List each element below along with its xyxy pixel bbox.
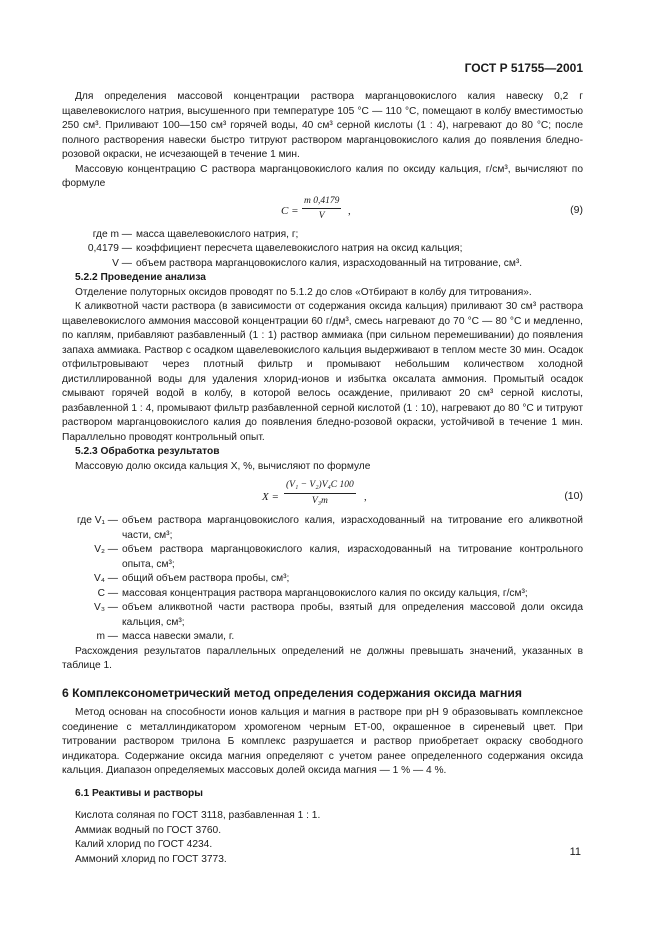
definition-symbol: С — — [97, 587, 118, 599]
equation-number: (9) — [570, 203, 583, 216]
reagent-item: Кислота соляная по ГОСТ 3118, разбавленная 1 : 1. — [75, 810, 321, 821]
paragraph: Метод основан на способности ионов кальция и магния в растворе при рН 9 образовывать комплексное соединение с металлиндикатором хромогеном черным ЕТ-00, окрашенное в сиреневый цвет. При титровании раствором трилона Б комплекс разрушается и раствор приобретает окраску свободного индикатора. Содержание оксида магния определяют с учетом ранее определенного содержания оксида кальция. Диапазон определяемых массовых долей оксида магния — 1 % — 4 %. — [62, 707, 583, 776]
paragraph: Массовую концентрацию С раствора марганцовокислого калия по оксиду кальция, г/см³, вычисляют по формуле — [62, 163, 583, 189]
definitions-list — [62, 228, 583, 272]
formula-9 — [62, 192, 583, 228]
definition-text: масса щавелевокислого натрия, г; — [136, 228, 299, 240]
reagent-item: Калий хлорид по ГОСТ 4234. — [75, 839, 213, 850]
reagent-item: Аммиак водный по ГОСТ 3760. — [75, 824, 222, 836]
formula-denominator: V₃m — [311, 495, 328, 506]
formula-10 — [62, 474, 583, 514]
definition-symbol: где V₁ — — [77, 515, 118, 526]
definition-text: масса навески эмали, г. — [122, 631, 235, 642]
definition-text: общий объем раствора пробы, см³; — [122, 573, 290, 584]
definitions-list — [62, 514, 583, 645]
definition-symbol: где m — — [92, 228, 132, 240]
formula-lhs: C = — [281, 204, 299, 217]
definition-item — [62, 630, 583, 645]
definition-text: объем аликвотной части раствора пробы, взятый для определения массовой доли оксида кальция, см³; — [122, 602, 583, 628]
document-id-header: ГОСТ Р 51755—2001 — [464, 61, 583, 75]
definition-item — [62, 572, 583, 587]
definition-symbol: V — — [112, 257, 132, 269]
formula-numerator: m 0,4179 — [302, 194, 341, 210]
definition-symbol: 0,4179 — — [87, 243, 132, 254]
page-body — [62, 90, 583, 867]
section-heading: 5.2.2 Проведение анализа — [75, 272, 206, 283]
definition-text: объем раствора марганцовокислого калия, израсходованный на титрование его аликвотной части, см³; — [122, 515, 583, 541]
formula-denominator: V — [318, 211, 325, 221]
formula-comma: , — [364, 491, 367, 503]
definition-text: объем раствора марганцовокислого калия, израсходованный на титрование, см³. — [136, 257, 523, 269]
paragraph: Расхождения результатов параллельных определений не должны превышать значений, указанных в таблице 1. — [62, 645, 583, 671]
paragraph: К аликвотной части раствора (в зависимости от содержания оксида кальция) приливают 30 см³ раствора щавелевокислого аммония массовой концентрации 60 г/дм³, смесь нагревают до 70 °С — 80 °С и медленно, по каплям, прибавляют разбавленный (1 : 1) раствор аммиака (при сильном перемешивании) до появления запаха аммиака. Раствор с осадком щавелевокислого кальция выдерживают в теплом месте 30 мин. Осадок отфильтровывают через плотный фильтр и промывают небольшим количеством холодной дистиллированной воды для удаления хлорид-ионов и избытка оксалата аммония. Промытый осадок смывают горячей водой в колбу, в которой велось осаждение, приливают 20 см³ серной кислоты, разбавленной 1 : 4, промывают фильтр разбавленной серной кислотой (1 : 10), нагревают до 80 °С и титруют раствором марганцовокислого калия до появления бледно-розовой окраски, устойчивой в течение 1 мин. Параллельно проводят контрольный опыт. — [62, 301, 583, 443]
definition-symbol: V₃ — — [94, 602, 118, 613]
formula-fraction — [302, 194, 341, 224]
formula-fraction — [284, 478, 356, 508]
definition-symbol: V₄ — — [94, 573, 118, 584]
definition-item — [62, 257, 583, 272]
definition-item — [62, 242, 583, 257]
definition-item — [62, 514, 583, 543]
page-number: 11 — [569, 846, 581, 858]
definition-item — [62, 587, 583, 602]
definition-text: коэффициент пересчета щавелевокислого натрия на оксид кальция; — [136, 243, 463, 254]
definition-symbol: m — — [96, 631, 118, 642]
formula-lhs: X = — [262, 491, 279, 503]
formula-numerator: (V₁ − V₂)V₄C 100 — [284, 478, 356, 494]
formula-comma: , — [348, 204, 351, 217]
definition-symbol: V₂ — — [94, 544, 118, 555]
definition-item — [62, 601, 583, 630]
section-heading: 6.1 Реактивы и растворы — [75, 787, 203, 799]
definition-text: объем раствора марганцовокислого калия, израсходованный на титрование контрольного опыта, см³; — [122, 544, 583, 570]
definition-text: массовая концентрация раствора марганцовокислого калия по оксиду кальция, г/см³; — [122, 587, 528, 599]
paragraph: Отделение полуторных оксидов проводят по 5.1.2 до слов «Отбирают в колбу для титрования». — [75, 286, 532, 298]
paragraph: Для определения массовой концентрации раствора марганцовокислого калия навеску 0,2 г щавелевокислого натрия, высушенного при температуре 105 °С — 110 °С, помещают в колбу вместимостью 250 см³. Приливают 100—150 см³ горячей воды, 40 см³ серной кислоты (1 : 4), нагревают до 80 °С; после полного растворения навески быстро титруют раствором марганцовокислого калия до появления бледно-розовой окраски, не исчезающей в течение 1 мин. — [62, 91, 583, 160]
definition-item — [62, 543, 583, 572]
equation-number: (10) — [564, 490, 583, 502]
definition-item — [62, 228, 583, 243]
reagents-list — [62, 809, 583, 867]
section-heading: 6 Комплексонометрический метод определения содержания оксида магния — [62, 685, 523, 700]
section-heading: 5.2.3 Обработка результатов — [75, 446, 220, 457]
reagent-item: Аммоний хлорид по ГОСТ 3773. — [75, 853, 227, 865]
paragraph: Массовую долю оксида кальция Х, %, вычисляют по формуле — [75, 460, 371, 472]
